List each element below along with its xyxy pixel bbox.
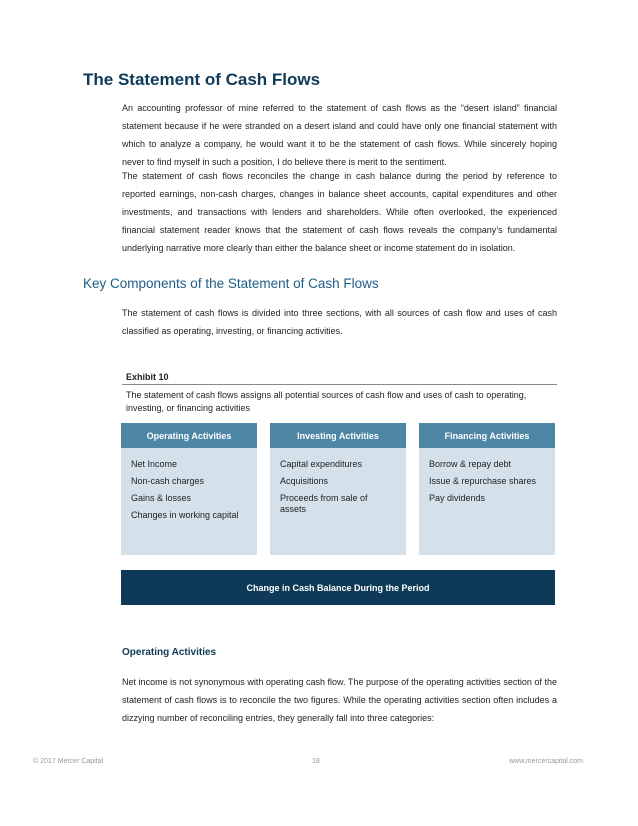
list-item: Proceeds from sale of assets — [280, 493, 368, 514]
exhibit-label: Exhibit 10 — [126, 372, 169, 382]
operating-activities-list — [121, 448, 257, 555]
exhibit-divider — [122, 384, 557, 385]
reconciliation-paragraph: The statement of cash flows reconciles the change in cash balance during the period by reference to reported earnings, non-cash charges, changes in balance sheet accounts, capital expenditures and other investments, and transactions with lenders and shareholders. While often overlooked, the experienced financial statement reader knows that the statement of cash flows reveals the company’s fundamental underlying narrative more clearly than either the balance sheet or income statement do in isolation. — [122, 171, 557, 253]
operating-activities-paragraph: Net income is not synonymous with operating cash flow. The purpose of the operating activities section of the statement of cash flows is to reconcile the two figures. While the operating activities section often includes a dizzying number of reconciling entries, they generally fall into three categories: — [122, 677, 557, 723]
intro-paragraph: An accounting professor of mine referred to the statement of cash flows as the “desert island” financial statement because if he were stranded on a desert island and could have only one financial statement with which to analyze a company, he would want it to be the statement of cash flows. While sincerely hoping never to find myself in such a position, I do believe there is merit to the sentiment. — [122, 103, 557, 167]
investing-activities-list — [270, 448, 406, 555]
cash-balance-change-bar: Change in Cash Balance During the Period — [121, 570, 555, 605]
page-title: The Statement of Cash Flows — [83, 70, 321, 89]
financing-activities-header: Financing Activities — [419, 423, 555, 448]
operating-activities-heading: Operating Activities — [122, 647, 217, 658]
list-item: Issue & repurchase shares — [429, 476, 537, 486]
investing-activities-header: Investing Activities — [270, 423, 406, 448]
footer-copyright: © 2017 Mercer Capital — [33, 758, 104, 765]
list-item: Borrow & repay debt — [429, 459, 512, 469]
list-item: Changes in working capital — [131, 510, 239, 520]
list-item: Acquisitions — [280, 476, 329, 486]
exhibit-description: The statement of cash flows assigns all potential sources of cash flow and uses of cash to operating, investing, or financing activities — [126, 390, 527, 413]
list-item: Capital expenditures — [280, 459, 363, 469]
components-paragraph: The statement of cash flows is divided into three sections, with all sources of cash flow and uses of cash classified as operating, investing, or financing activities. — [122, 308, 557, 336]
operating-activities-header: Operating Activities — [121, 423, 257, 448]
financing-activities-list — [419, 448, 555, 555]
page-number: 18 — [312, 758, 320, 765]
list-item: Gains & losses — [131, 493, 192, 503]
list-item: Net Income — [131, 459, 178, 469]
section-subheading: Key Components of the Statement of Cash Flows — [83, 276, 379, 291]
list-item: Non-cash charges — [131, 476, 205, 486]
list-item: Pay dividends — [429, 493, 486, 503]
footer-website-link[interactable]: www.mercercapital.com — [509, 758, 583, 765]
